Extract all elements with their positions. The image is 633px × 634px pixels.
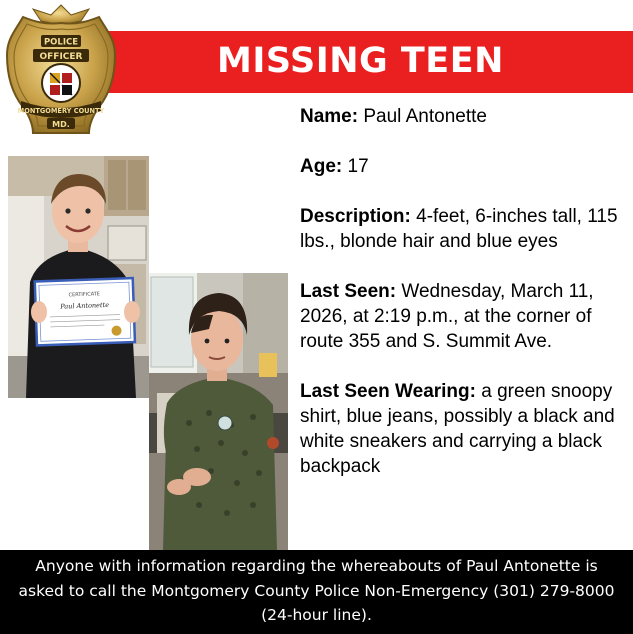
svg-text:MONTGOMERY COUNTY: MONTGOMERY COUNTY [17,107,105,115]
svg-text:CERTIFICATE: CERTIFICATE [68,291,101,299]
police-badge-icon [3,3,119,149]
wearing-label: Last Seen Wearing: [300,381,476,402]
description-field [300,204,630,254]
age-value: 17 [347,156,369,177]
last-seen-field [300,279,630,354]
last-seen-value: Wednesday, March 11, 2026, at 2:19 p.m., at the corner of route 355 and S. Summit Ave. [300,281,594,352]
page-title: MISSING TEEN [217,41,504,81]
description-label: Description: [300,206,411,227]
name-value: Paul Antonette [363,106,487,127]
description-value: 4-feet, 6-inches tall, 115 lbs., blonde hair and blue eyes [300,206,618,252]
svg-text:Paul Antonette: Paul Antonette [60,300,110,311]
age-label: Age: [300,156,343,177]
wearing-value: a green snoopy shirt, blue jeans, possibly a black and white sneakers and carrying a black backpack [300,381,615,477]
age-field [300,154,630,179]
photo-holding-certificate [8,156,149,398]
last-seen-label: Last Seen: [300,281,397,302]
name-label: Name: [300,106,359,127]
photo-green-shirt [149,273,288,550]
svg-text:POLICE: POLICE [43,37,79,48]
wearing-field [300,379,630,479]
svg-text:OFFICER: OFFICER [39,52,83,62]
svg-text:MD.: MD. [52,120,70,129]
missing-person-details [300,104,630,504]
contact-footer: Anyone with information regarding the whereabouts of Paul Antonette is asked to call the Montgomery County Police Non-Emergency (301) 279-8000 (24-hour line). [0,550,633,634]
name-field [300,104,630,129]
